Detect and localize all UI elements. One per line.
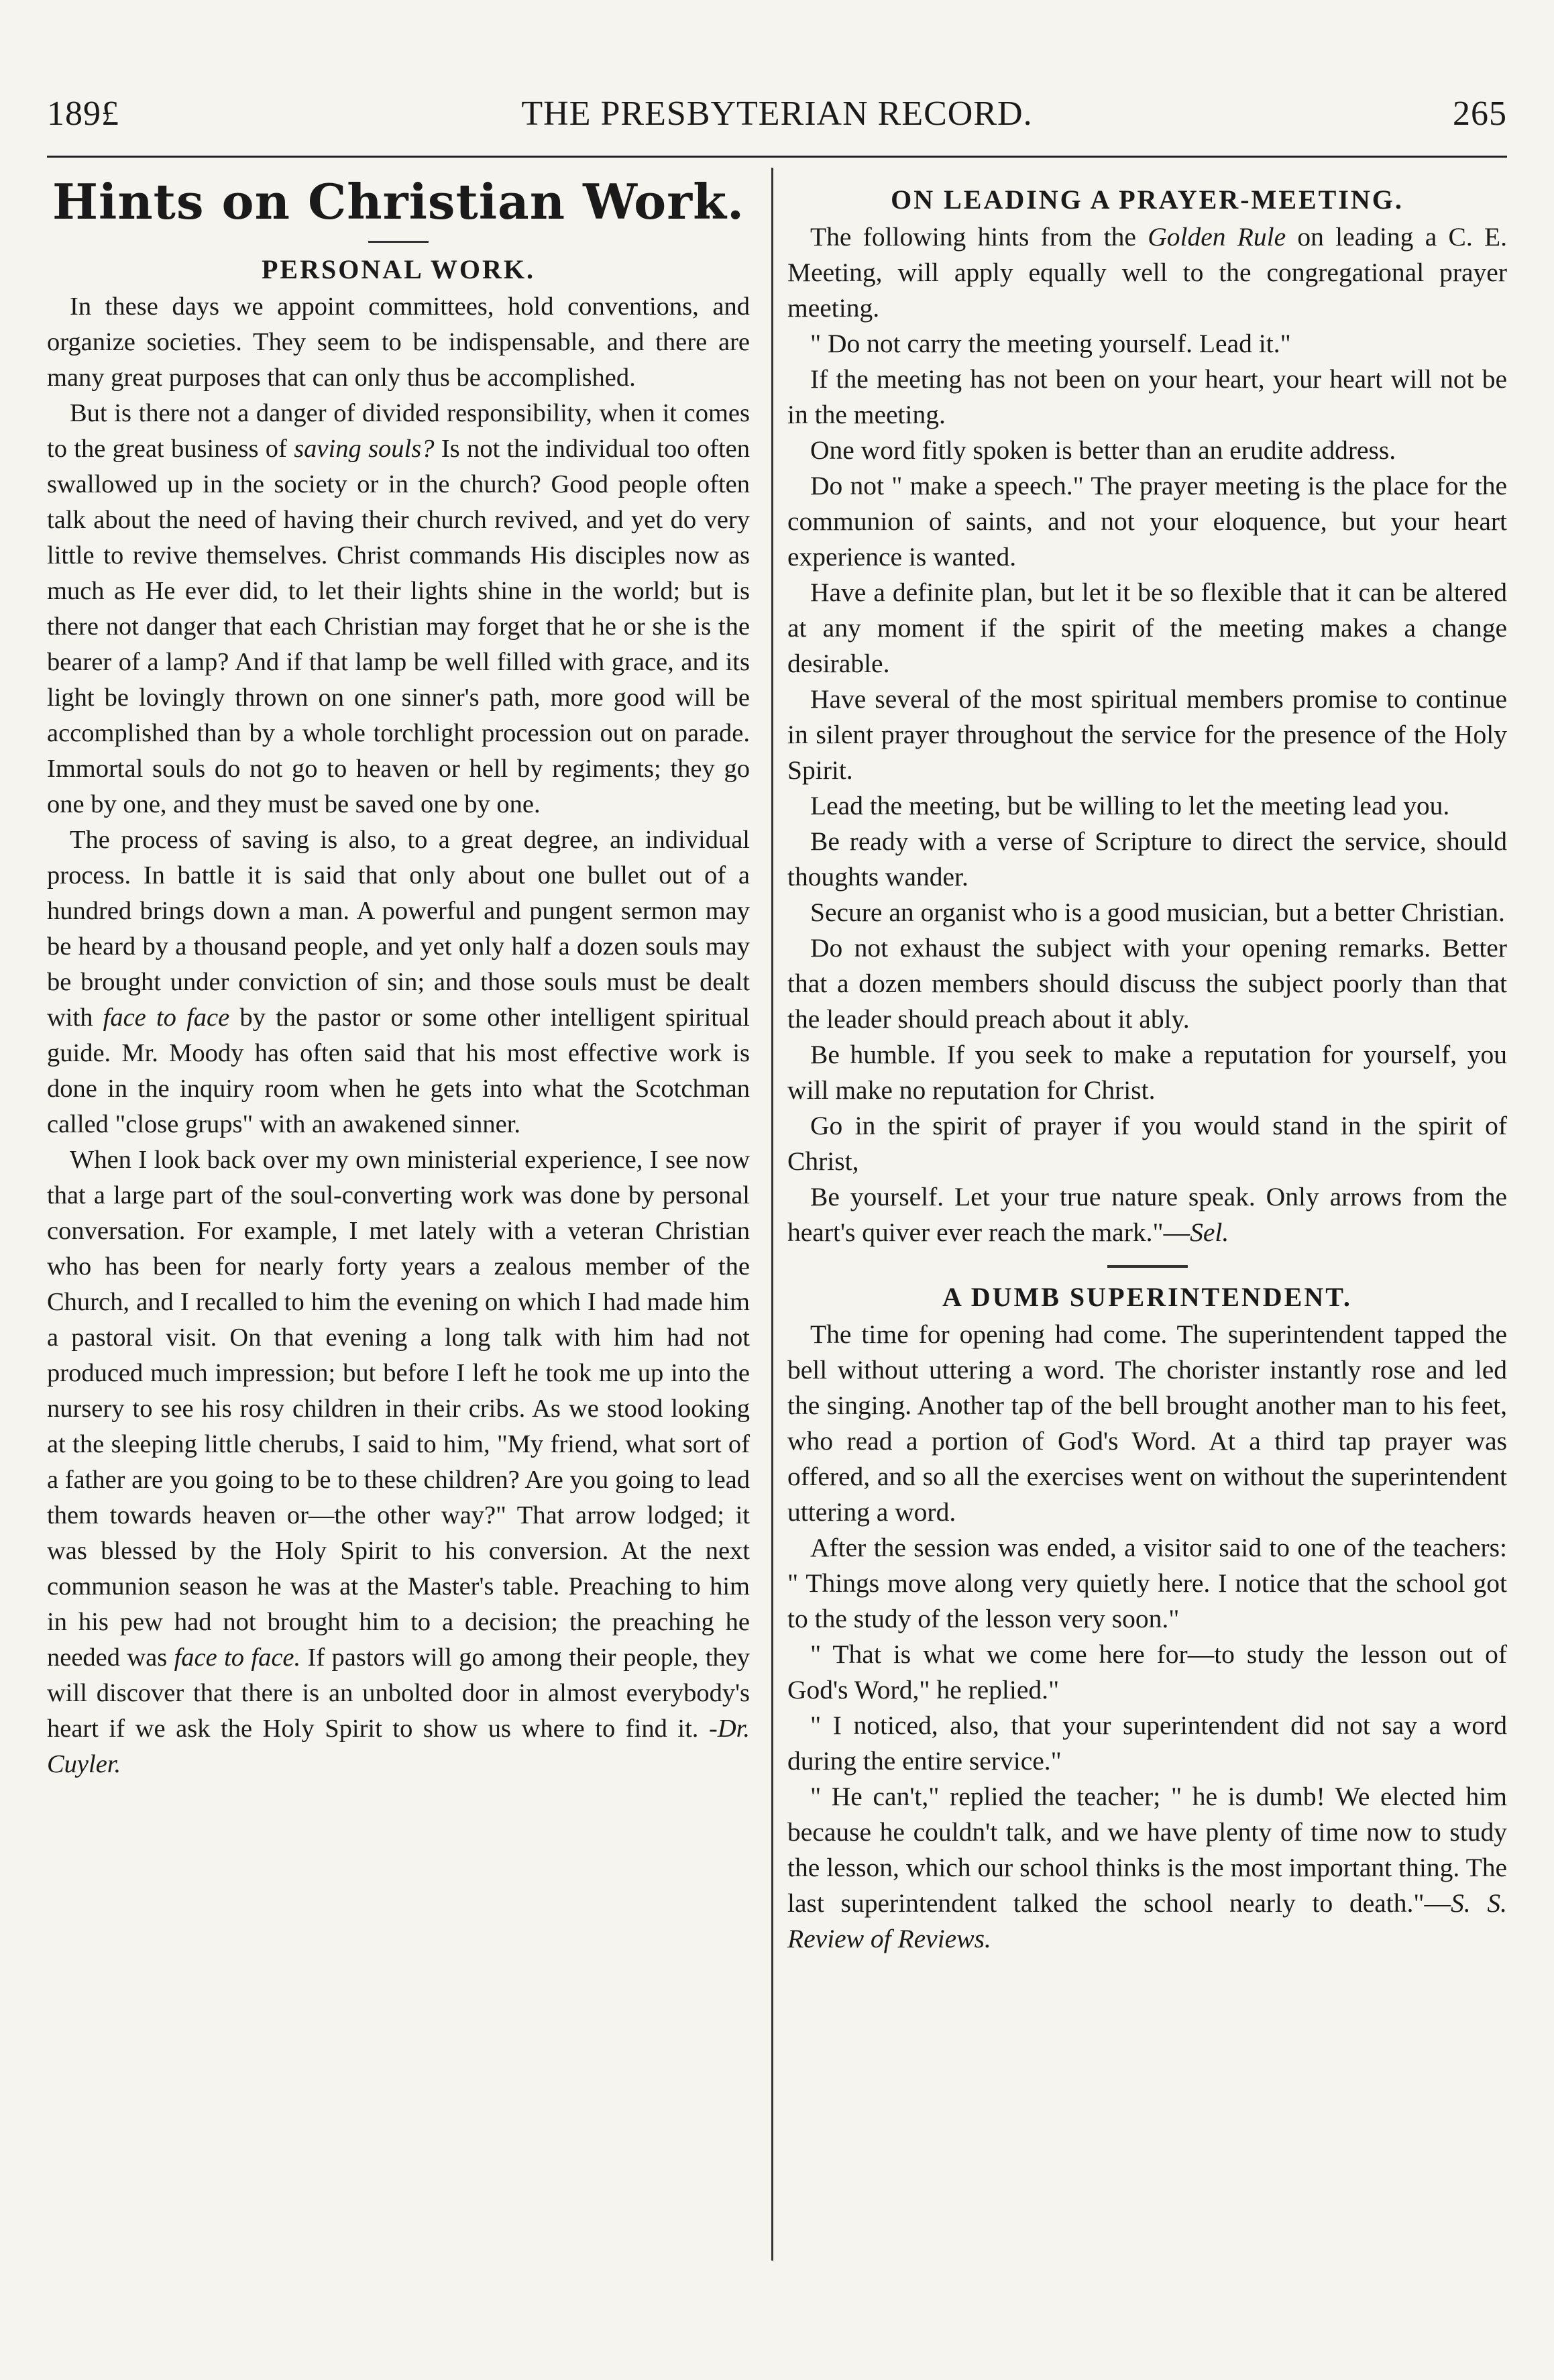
hint-paragraph: If the meeting has not been on your heart, your heart will not be in the meeting. <box>787 364 1507 429</box>
hint-paragraph: Have a definite plan, but let it be so flexible that it can be altered at any moment if the spirit of the meeting makes a change desirable. <box>787 578 1507 678</box>
hint-paragraph: Be yourself. Let your true nature speak. Only arrows from the heart's quiver ever reach the mark."—Sel. <box>787 1182 1507 1247</box>
paragraph: The following hints from the Golden Rule on leading a C. E. Meeting, will apply equally well to the congregational prayer meeting. <box>787 222 1507 323</box>
prayer-meeting-heading: ON LEADING A PRAYER-MEETING. <box>891 184 1404 215</box>
header-year: 189£ <box>47 95 119 133</box>
hint-paragraph: Lead the meeting, but be willing to let the meeting lead you. <box>810 791 1450 820</box>
header-page-number: 265 <box>1453 95 1507 133</box>
header-title: THE PRESBYTERIAN RECORD. <box>521 95 1033 133</box>
paragraph: In these days we appoint committees, hold conventions, and organize societies. They seem to be indispensable, and there are many great purposes that can only thus be accomplished. <box>47 292 750 392</box>
running-head <box>47 94 1507 148</box>
paragraph: When I look back over my own ministerial experience, I see now that a large part of the soul-converting work was done by personal conversation. For example, I met lately with a veteran Christian who has been for nearly forty years a zealous member of the Church, and I recalled to him the evening on which I had made him a pastoral visit. On that evening a long talk with him had not produced much impression; but before I left he took me up into the nursery to see his rosy children in their cribs. As we stood looking at the sleeping little cherubs, I said to him, "My friend, what sort of a father are you going to be to these children? Are you going to lead them towards heaven or—the other way?" That arrow lodged; it was blessed by the Holy Spirit to his conversion. At the next communion season he was at the Master's table. Preaching to him in his pew had not brought him to a decision; the preaching he needed was face to face. If pastors will go among their people, they will discover that there is an unbolted door in almost everybody's heart if we ask the Holy Spirit to show us where to find it. -Dr. Cuyler. <box>47 1146 750 1778</box>
paragraph: The time for opening had come. The superintendent tapped the bell without uttering a word. The chorister instantly rose and led the singing. Another tap of the bell brought another man to his feet, who read a portion of God's Word. At a third tap prayer was offered, and so all the exercises went on without the superintendent uttering a word. <box>787 1319 1507 1527</box>
section-rule <box>1107 1265 1188 1268</box>
signature: Sel. <box>1190 1218 1229 1247</box>
hint-paragraph: Be ready with a verse of Scripture to direct the service, should thoughts wander. <box>787 826 1507 891</box>
column-divider <box>771 168 773 2261</box>
left-column <box>47 173 750 1782</box>
hint-paragraph: " Do not carry the meeting yourself. Lead it." <box>810 329 1291 358</box>
hint-paragraph: Be humble. If you seek to make a reputation for yourself, you will make no reputation for Christ. <box>787 1040 1507 1105</box>
hint-paragraph: Secure an organist who is a good musician, but a better Christian. <box>810 898 1505 927</box>
personal-work-heading: PERSONAL WORK. <box>262 254 535 284</box>
right-column <box>787 173 1507 1957</box>
hint-paragraph: Do not " make a speech." The prayer meeting is the place for the communion of saints, and not your eloquence, but your heart experience is wanted. <box>787 471 1507 572</box>
main-heading: Hints on Christian Work. <box>52 173 745 230</box>
paragraph: " He can't," replied the teacher; " he is dumb! We elected him because he couldn't talk, and we have plenty of time now to study the lesson, which our school thinks is the most important thing. The last superintendent talked the school nearly to death."—S. S. Review of Reviews. <box>787 1782 1507 1953</box>
hint-paragraph: One word fitly spoken is better than an erudite address. <box>810 435 1396 465</box>
header-rule <box>47 156 1507 158</box>
paragraph: The process of saving is also, to a great degree, an individual process. In battle it is said that only about one bullet out of a hundred brings down a man. A powerful and pungent sermon may be heard by a thousand people, and yet only half a dozen souls may be brought under conviction of sin; and those souls must be dealt with face to face by the pastor or some other intelligent spiritual guide. Mr. Moody has often said that his most effective work is done in the inquiry room when he gets into what the Scotchman called "close grups" with an awakened sinner. <box>47 826 750 1138</box>
hint-paragraph: Go in the spirit of prayer if you would stand in the spirit of Christ, <box>787 1111 1507 1176</box>
signature: Dr. Cuyler. <box>47 1715 750 1778</box>
paragraph: " That is what we come here for—to study the lesson out of God's Word," he replied." <box>787 1639 1507 1705</box>
paragraph: After the session was ended, a visitor said to one of the teachers: " Things move along very quietly here. I notice that the school got to the study of the lesson very soon." <box>787 1533 1507 1633</box>
heading-rule <box>368 241 429 243</box>
signature: S. S. Review of Reviews. <box>787 1888 1507 1953</box>
dumb-superintendent-heading: A DUMB SUPERINTENDENT. <box>942 1282 1352 1312</box>
hint-paragraph: Have several of the most spiritual members promise to continue in silent prayer throughout the service for the presence of the Holy Spirit. <box>787 684 1507 785</box>
paragraph: " I noticed, also, that your superintendent did not say a word during the entire service." <box>787 1711 1507 1776</box>
hint-paragraph: Do not exhaust the subject with your opening remarks. Better that a dozen members should discuss the subject poorly than that the leader should preach about it ably. <box>787 933 1507 1034</box>
paragraph: But is there not a danger of divided responsibility, when it comes to the great business of saving souls? Is not the individual too often swallowed up in the society or in the church? Good people often talk about the need of having their church revived, and yet do very little to revive themselves. Christ commands His disciples now as much as He ever did, to let their lights shine in the world; but is there not danger that each Christian may forget that he or she is the bearer of a lamp? And if that lamp be well filled with grace, and its light be lovingly thrown on one sinner's path, more good will be accomplished than by a whole torchlight procession out on parade. Immortal souls do not go to heaven or hell by regiments; they go one by one, and they must be saved one by one. <box>47 399 751 818</box>
